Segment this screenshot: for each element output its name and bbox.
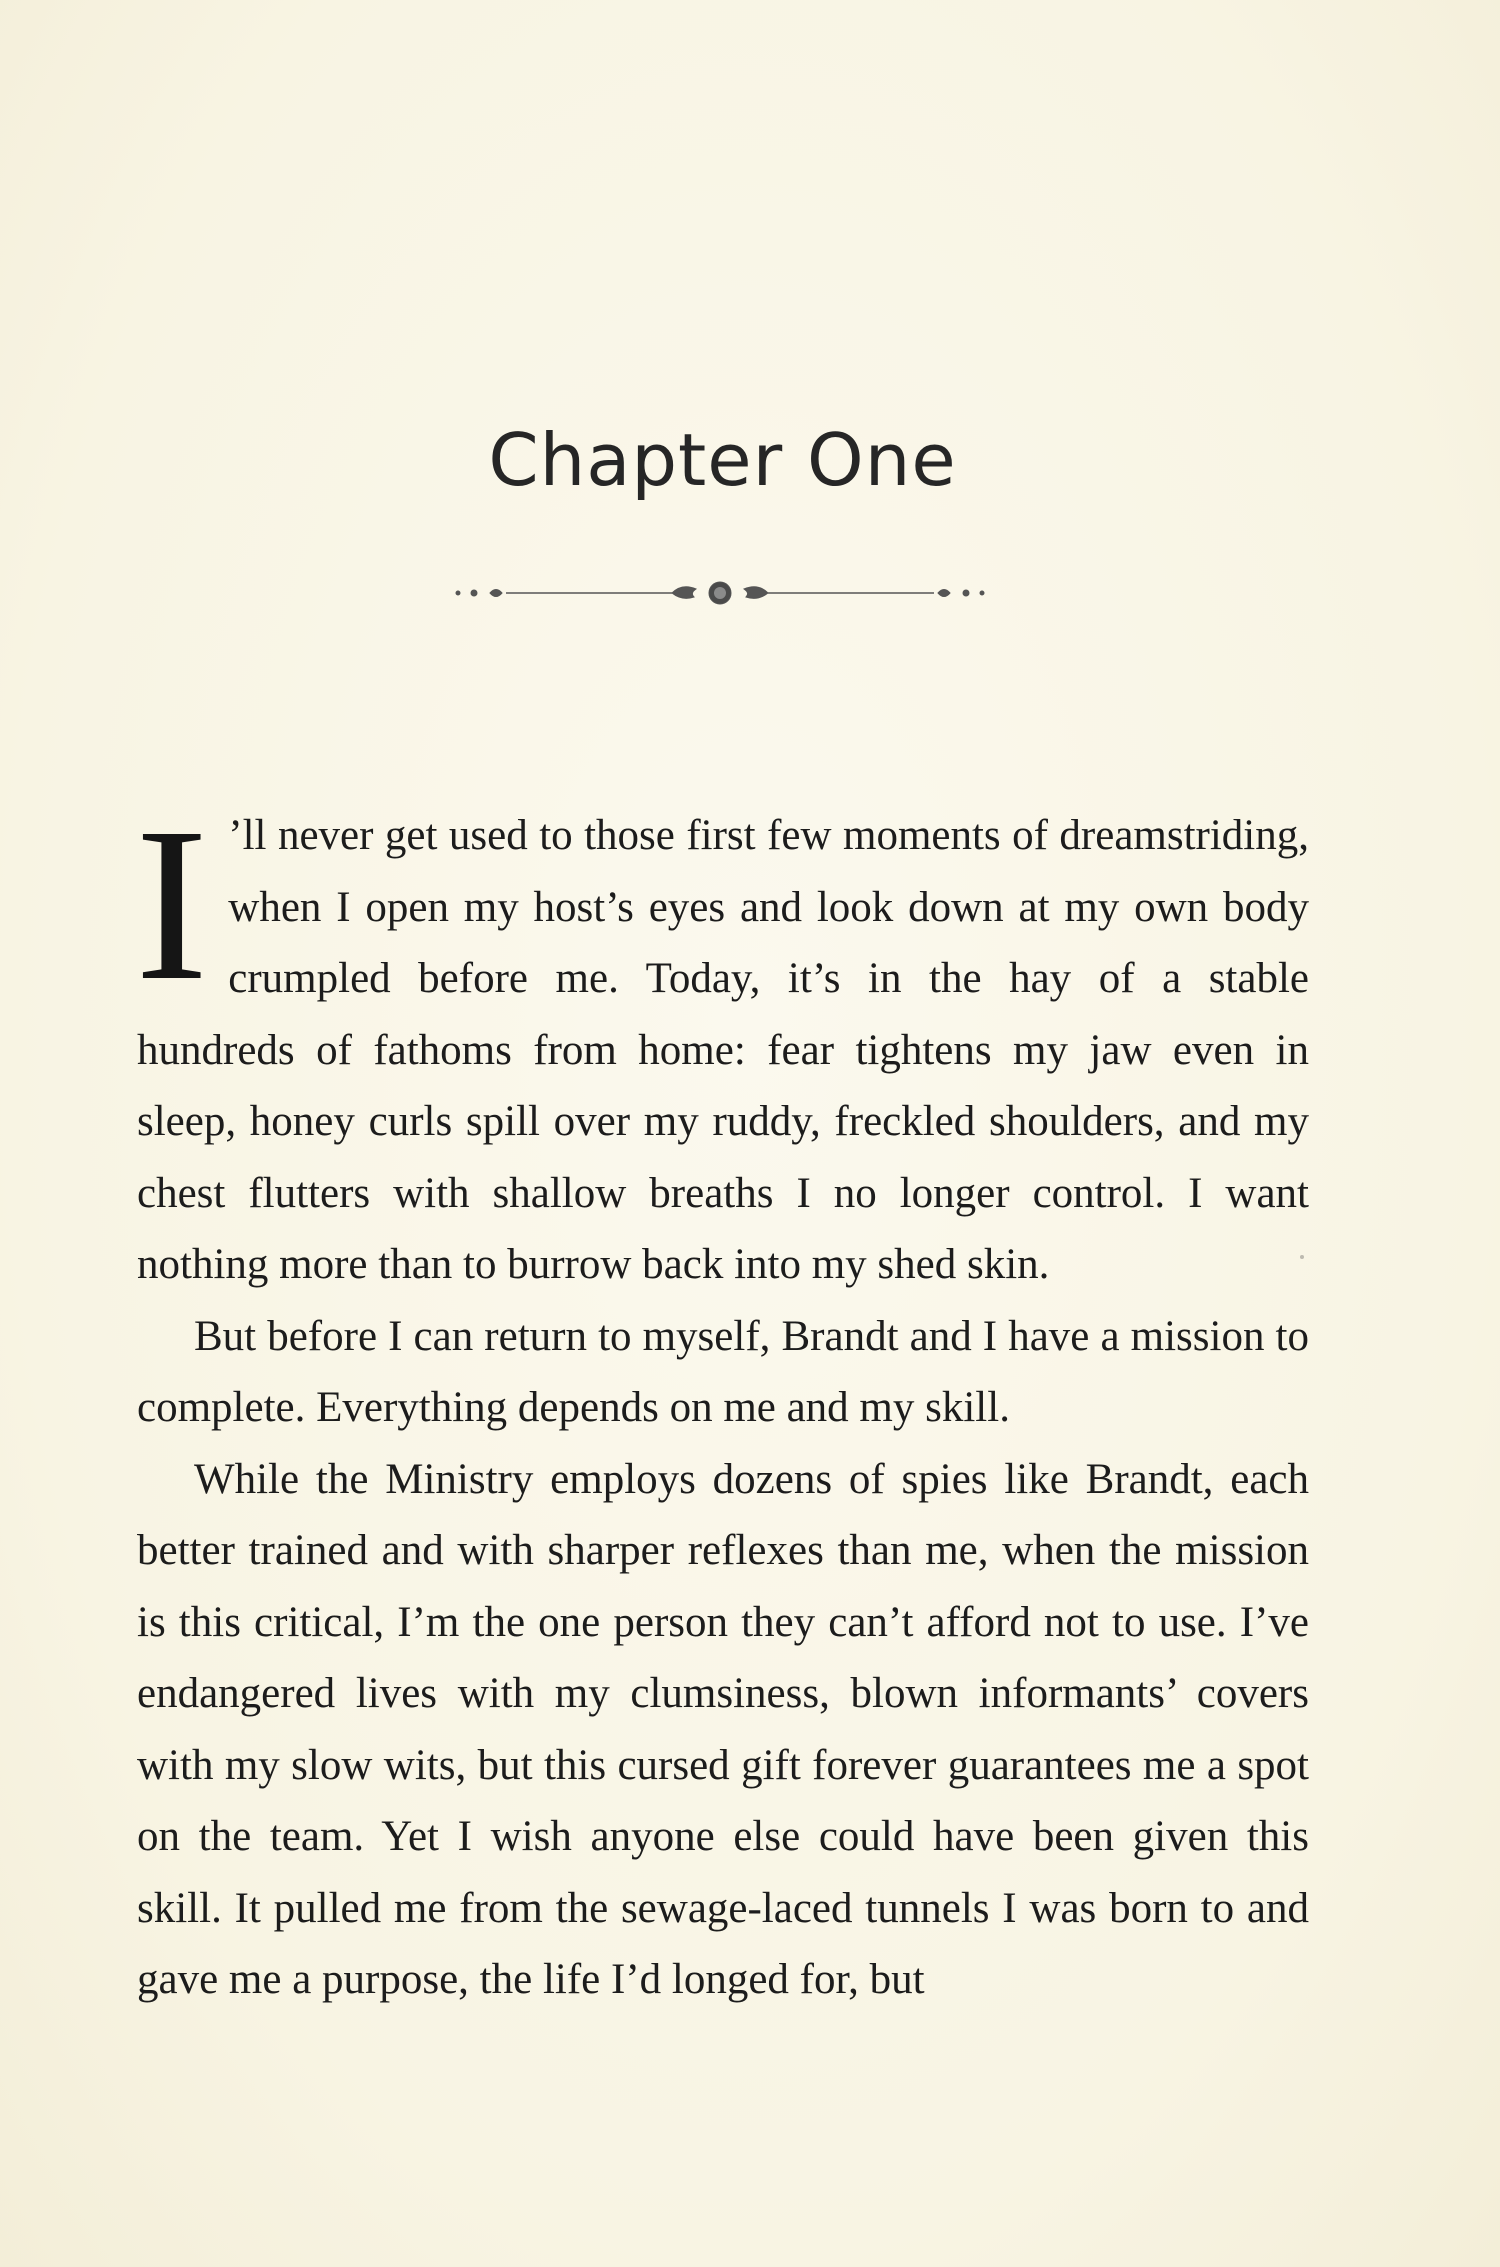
scan-speck bbox=[1300, 1255, 1304, 1259]
chapter-text bbox=[135, 782, 1309, 2016]
chapter-title: Chapter One bbox=[488, 418, 957, 502]
ornament-leaf bbox=[938, 590, 950, 597]
ornament-dot bbox=[980, 591, 984, 595]
paragraph-2: But before I can return to myself, Brandt and I have a mission to complete. Everything depends on me and my skill. bbox=[137, 1312, 1309, 1431]
paragraph-3: While the Ministry employs dozens of spies like Brandt, each better trained and with sharper reflexes than me, when the mission is this critical, I’m the one person they can’t afford not to use. I’ve endangered lives with my clumsiness, blown informants’ covers with my slow wits, but this cursed gift forever guarantees me a spot on the team. Yet I wish anyone else could have been given this skill. It pulled me from the sewage-laced tunnels I was born to and gave me a purpose, the life I’d longed for, but bbox=[137, 1455, 1309, 2003]
ornament-dot bbox=[963, 590, 969, 596]
paragraph-1 bbox=[135, 782, 1309, 1301]
ornament-dot bbox=[456, 591, 460, 595]
ornamental-divider bbox=[450, 573, 990, 613]
ornament-leaf bbox=[490, 590, 502, 597]
ornament-scroll bbox=[672, 587, 696, 599]
paragraph-1-text: ’ll never get used to those first few moments of dreamstriding, when I open my host’s eyes and look down at my own body crumpled before me. Today, it’s in the hay of a stable hundreds of fathoms from home: fear tightens my jaw even in sleep, honey curls spill over my ruddy, freckled shoulders, and my chest flutters with shallow breaths I no longer control. I want nothing more than to burrow back into my shed skin. bbox=[137, 812, 1309, 1288]
drop-cap: I bbox=[135, 782, 209, 1026]
ornament-dot bbox=[471, 590, 477, 596]
ornament-scroll bbox=[744, 587, 768, 599]
